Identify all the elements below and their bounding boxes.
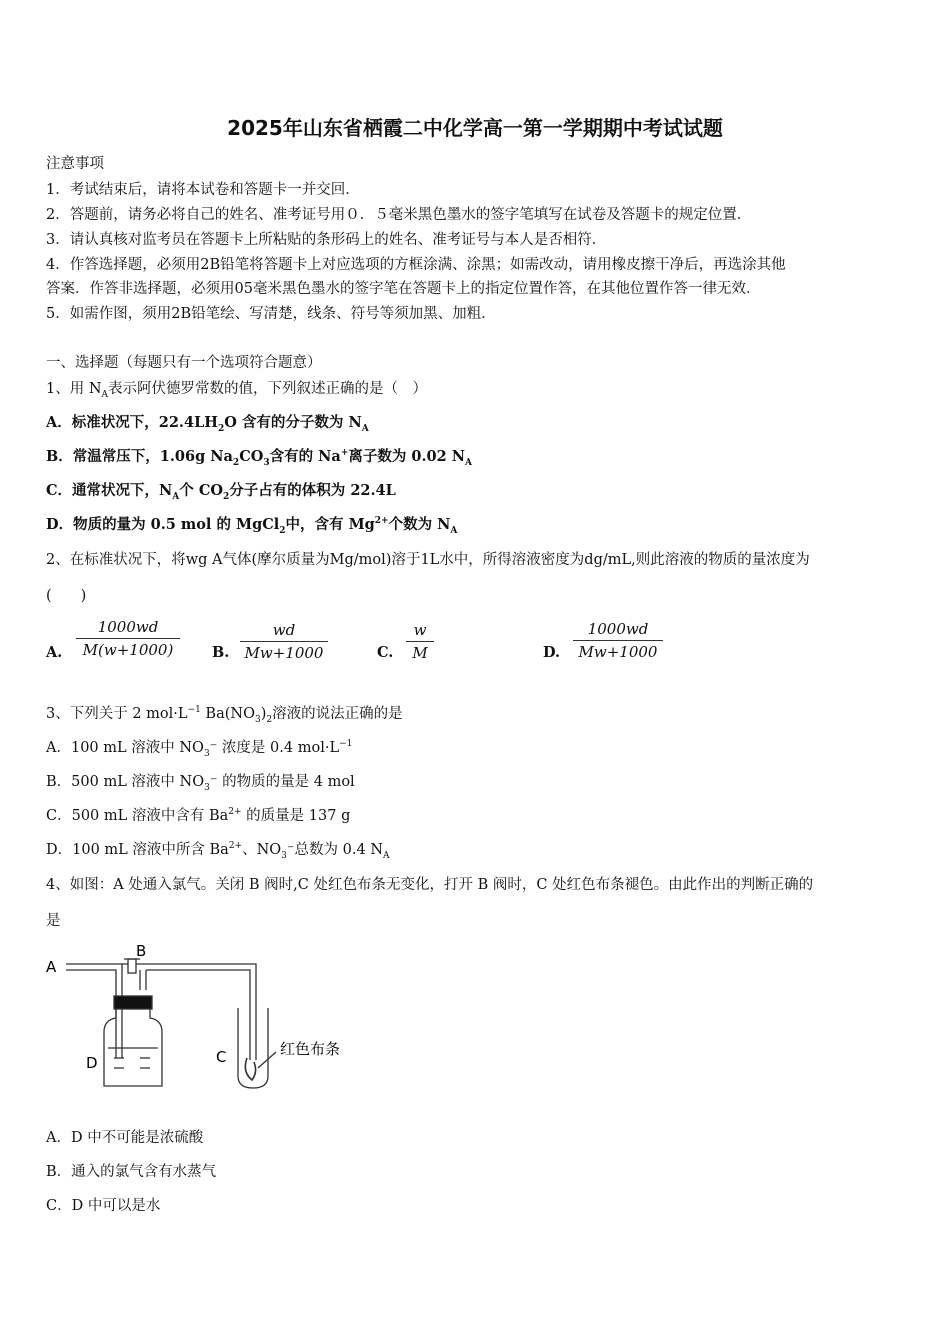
test-tube-c xyxy=(238,1008,276,1088)
question-2-option-d-label: D. xyxy=(543,644,561,661)
fraction-denominator: Mw+1000 xyxy=(244,644,324,662)
question-2-option-d-fraction xyxy=(573,620,663,661)
fraction-numerator: 1000wd xyxy=(573,620,663,641)
fraction-denominator: M xyxy=(412,644,428,662)
valve-b xyxy=(124,959,140,973)
label-a: A xyxy=(46,958,57,976)
fraction-numerator: wd xyxy=(240,621,328,642)
question-3-option-d: D．100 mL 溶液中所含 $Ba^{2+}$、$NO_3^-$总数为 0.4 $N_A$ xyxy=(46,841,390,861)
question-4-option-b: B．通入的氯气含有水蒸气 xyxy=(46,1164,217,1180)
label-red-cloth: 红色布条 xyxy=(280,1040,341,1058)
notice-item-1: 1．考试结束后，请将本试卷和答题卡一并交回． xyxy=(46,182,360,198)
question-2-paren: ( ) xyxy=(46,588,87,604)
fraction-numerator: 1000wd xyxy=(76,618,180,639)
question-2-option-b-fraction xyxy=(240,621,328,662)
question-2-option-a-label: A. xyxy=(46,644,63,661)
page-title: 2025年山东省栖霞二中化学高一第一学期期中考试试题 xyxy=(227,116,723,140)
label-d: D xyxy=(86,1054,98,1072)
question-2-option-a-fraction xyxy=(76,618,180,659)
fraction-denominator: Mw+1000 xyxy=(578,643,658,661)
notice-item-3: 3．请认真核对监考员在答题卡上所粘贴的条形码上的姓名、准考证号与本人是否相符． xyxy=(46,232,607,248)
question-1-option-b: B．常温常压下，1.06g $Na_2CO_3$含有的 Na+离子数为 0.02 $N_A$ xyxy=(46,448,473,468)
section-heading: 一、选择题（每题只有一个选项符合题意） xyxy=(46,355,322,371)
question-1-option-d: D．物质的量为 0.5 mol 的 MgCl$_2$中，含有 $Mg^{2+}$个数为 $N_A$ xyxy=(46,516,458,536)
question-4-stem: 4、如图：A 处通入氯气。关闭 B 阀时,C 处红色布条无变化，打开 B 阀时，C 处红色布条褪色。由此作出的判断正确的 xyxy=(46,877,814,893)
question-1-stem: 1、用 $N_A$表示阿伏德罗常数的值，下列叙述正确的是（ ） xyxy=(46,381,428,400)
fraction-denominator: M(w+1000) xyxy=(82,641,174,659)
notice-item-5: 5．如需作图，须用2B铅笔绘、写清楚，线条、符号等须加黑、加粗． xyxy=(46,306,496,322)
question-2-stem: 2、在标准状况下，将wg A气体(摩尔质量为Mg/mol)溶于1L水中，所得溶液密度为dg/mL,则此溶液的物质的量浓度为 xyxy=(46,552,810,568)
question-3-option-c: C．500 mL 溶液中含有 $Ba^{2+}$ 的质量是 137 g xyxy=(46,807,351,824)
question-4-stem-cont: 是 xyxy=(46,913,61,929)
bottle-d xyxy=(104,996,162,1086)
question-4-option-c: C．D 中可以是水 xyxy=(46,1198,161,1214)
notice-item-4-cont: 答案．作答非选择题，必须用05毫米黑色墨水的签字笔在答题卡上的指定位置作答，在其他位置作答一律无效． xyxy=(46,281,761,297)
question-1-option-c: C．通常状况下，$N_A$个 $CO_2$分子占有的体积为 22.4L xyxy=(46,482,396,502)
question-3-stem: 3、下列关于 2 $mol\cdot L^{-1}$ $Ba(NO_3)_2$溶液的说法正确的是 xyxy=(46,705,403,725)
question-3-option-a: A．100 mL 溶液中 $NO_3^-$ 浓度是 0.4 $mol\cdot L^{-1}$ xyxy=(46,739,353,759)
outlet-tube xyxy=(122,964,256,1060)
notice-item-2: 2．答题前，请务必将自己的姓名、准考证号用０．５毫米黑色墨水的签字笔填写在试卷及答题卡的规定位置． xyxy=(46,207,752,223)
question-3-option-b: B．500 mL 溶液中 $NO_3^-$ 的物质的量是 4 mol xyxy=(46,774,355,793)
label-c: C xyxy=(216,1048,227,1066)
notice-item-4: 4．作答选择题，必须用2B铅笔将答题卡上对应选项的方框涂满、涂黑；如需改动，请用橡皮擦干净后，再选涂其他 xyxy=(46,257,786,273)
fraction-numerator: w xyxy=(406,621,434,642)
question-2-option-c-fraction xyxy=(406,621,434,662)
question-4-option-a: A．D 中不可能是浓硫酸 xyxy=(46,1130,204,1146)
notice-heading: 注意事项 xyxy=(46,156,104,172)
question-2-option-c-label: C. xyxy=(377,644,394,661)
inlet-tube xyxy=(66,964,122,1058)
question-1-option-a: A．标准状况下，$22.4LH_2O$ 含有的分子数为 $N_A$ xyxy=(46,414,369,434)
label-b: B xyxy=(136,942,147,960)
question-2-option-b-label: B. xyxy=(212,644,230,661)
apparatus-diagram xyxy=(44,940,364,1100)
